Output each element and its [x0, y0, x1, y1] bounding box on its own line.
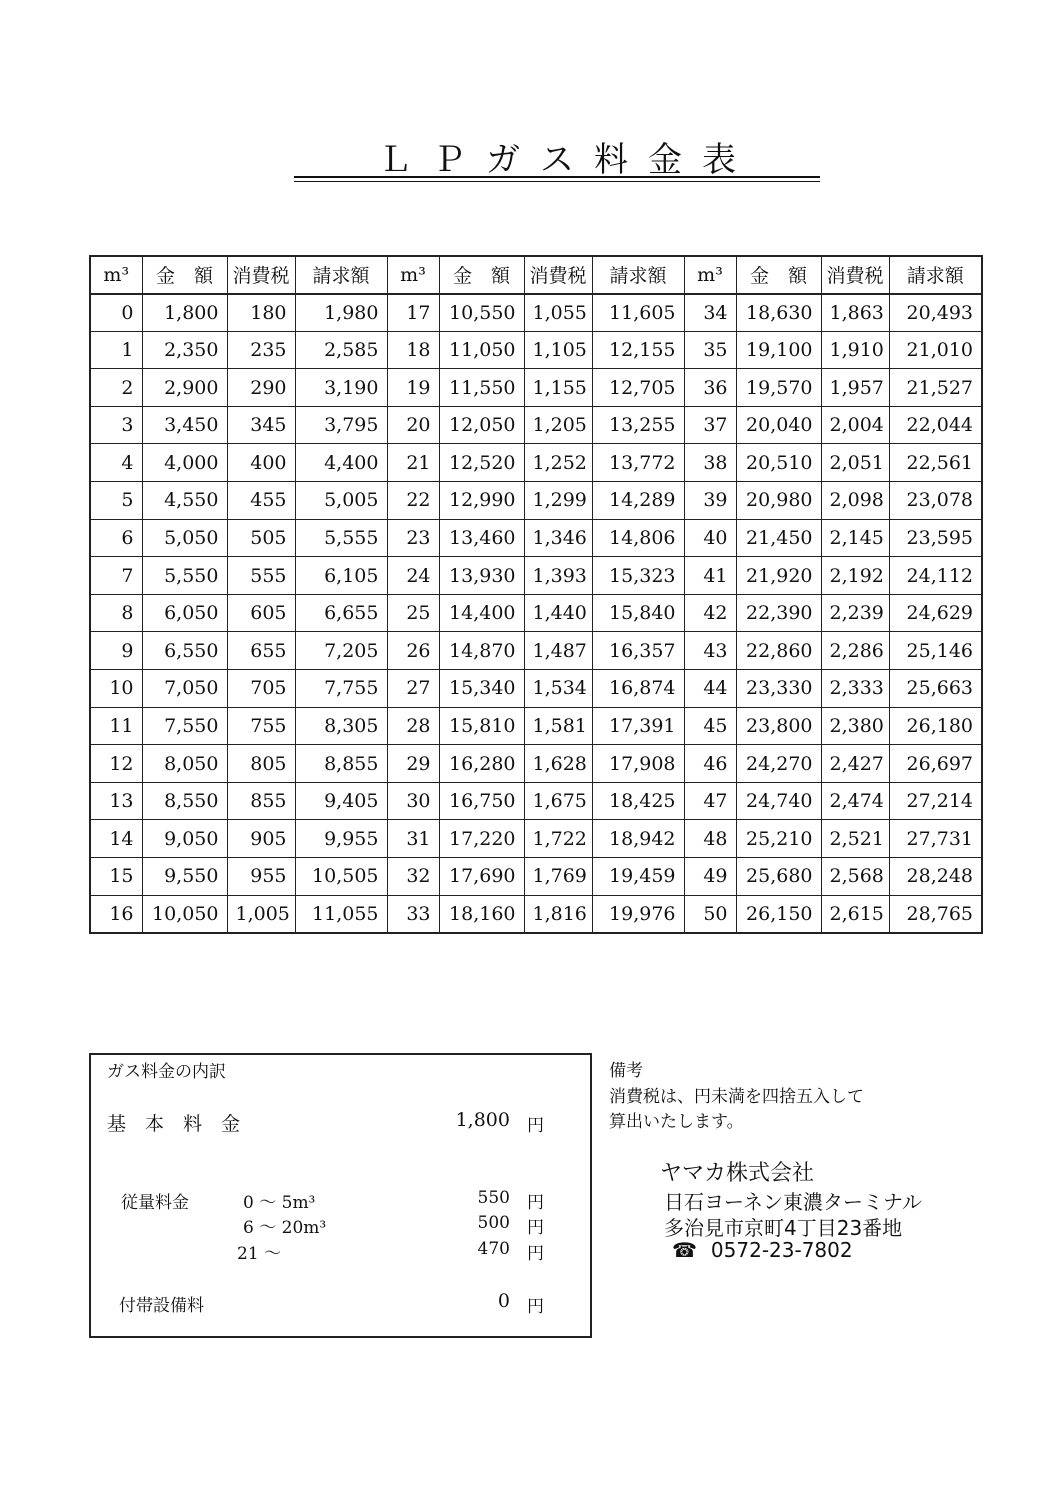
cell-tax: 1,105 — [524, 331, 592, 369]
cell-tax: 605 — [227, 594, 295, 632]
cell-m3: 38 — [684, 444, 736, 482]
yen-unit: 円 — [527, 1244, 544, 1264]
cell-m3: 29 — [387, 745, 439, 783]
equipment-charge-label: 付帯設備料 — [119, 1296, 204, 1316]
header-m3: m³ — [90, 256, 142, 294]
cell-m3: 41 — [684, 557, 736, 595]
cell-m3: 37 — [684, 406, 736, 444]
notes-heading: 備考 — [609, 1061, 643, 1081]
cell-tax: 1,534 — [524, 670, 592, 708]
cell-amount: 20,510 — [736, 444, 821, 482]
cell-tax: 705 — [227, 670, 295, 708]
header-billing: 請求額 — [592, 256, 684, 294]
cell-tax: 1,393 — [524, 557, 592, 595]
cell-tax: 1,675 — [524, 782, 592, 820]
tier-amount: 500 — [477, 1213, 510, 1233]
cell-tax: 345 — [227, 406, 295, 444]
cell-tax: 505 — [227, 519, 295, 557]
cell-billing: 5,005 — [295, 482, 387, 520]
notes-line: 消費税は、円未満を四捨五入して — [609, 1087, 864, 1107]
cell-amount: 23,330 — [736, 670, 821, 708]
cell-tax: 455 — [227, 482, 295, 520]
cell-tax: 2,239 — [821, 594, 889, 632]
cell-billing: 25,663 — [889, 670, 982, 708]
cell-tax: 1,205 — [524, 406, 592, 444]
cell-tax: 1,055 — [524, 294, 592, 332]
cell-amount: 10,550 — [439, 294, 524, 332]
header-billing: 請求額 — [295, 256, 387, 294]
cell-tax: 2,615 — [821, 895, 889, 933]
cell-m3: 11 — [90, 707, 142, 745]
table-row — [90, 519, 982, 557]
cell-amount: 4,550 — [142, 482, 227, 520]
cell-tax: 1,005 — [227, 895, 295, 933]
table-body — [90, 294, 982, 933]
cell-billing: 24,112 — [889, 557, 982, 595]
cell-billing: 19,459 — [592, 858, 684, 896]
cell-tax: 1,863 — [821, 294, 889, 332]
cell-billing: 24,629 — [889, 594, 982, 632]
cell-m3: 32 — [387, 858, 439, 896]
cell-amount: 5,550 — [142, 557, 227, 595]
cell-m3: 4 — [90, 444, 142, 482]
cell-tax: 1,628 — [524, 745, 592, 783]
cell-tax: 2,380 — [821, 707, 889, 745]
cell-m3: 33 — [387, 895, 439, 933]
cell-amount: 24,740 — [736, 782, 821, 820]
cell-tax: 1,910 — [821, 331, 889, 369]
cell-tax: 1,487 — [524, 632, 592, 670]
cell-m3: 50 — [684, 895, 736, 933]
cell-billing: 15,840 — [592, 594, 684, 632]
cell-billing: 12,705 — [592, 369, 684, 407]
cell-m3: 15 — [90, 858, 142, 896]
yen-unit: 円 — [527, 1116, 544, 1136]
cell-billing: 12,155 — [592, 331, 684, 369]
cell-m3: 10 — [90, 670, 142, 708]
page-title: ＬＰガス料金表 — [378, 140, 756, 180]
notes-line: 算出いたします。 — [609, 1112, 744, 1132]
cell-m3: 45 — [684, 707, 736, 745]
header-tax: 消費税 — [227, 256, 295, 294]
cell-tax: 1,155 — [524, 369, 592, 407]
cell-m3: 40 — [684, 519, 736, 557]
cell-billing: 13,255 — [592, 406, 684, 444]
cell-amount: 26,150 — [736, 895, 821, 933]
cell-billing: 6,655 — [295, 594, 387, 632]
cell-tax: 1,816 — [524, 895, 592, 933]
cell-amount: 5,050 — [142, 519, 227, 557]
header-tax: 消費税 — [821, 256, 889, 294]
cell-tax: 955 — [227, 858, 295, 896]
cell-amount: 3,450 — [142, 406, 227, 444]
cell-m3: 49 — [684, 858, 736, 896]
cell-tax: 805 — [227, 745, 295, 783]
cell-tax: 2,192 — [821, 557, 889, 595]
cell-billing: 4,400 — [295, 444, 387, 482]
cell-amount: 22,390 — [736, 594, 821, 632]
company-branch: 日石ヨーネン東濃ターミナル — [664, 1190, 922, 1214]
title-underline — [294, 176, 820, 182]
cell-amount: 4,000 — [142, 444, 227, 482]
cell-amount: 12,050 — [439, 406, 524, 444]
tier-amount: 550 — [477, 1188, 510, 1208]
cell-amount: 8,050 — [142, 745, 227, 783]
cell-amount: 12,990 — [439, 482, 524, 520]
cell-tax: 290 — [227, 369, 295, 407]
cell-billing: 14,289 — [592, 482, 684, 520]
cell-billing: 16,357 — [592, 632, 684, 670]
tier-range: 21 ～ — [237, 1244, 282, 1264]
cell-m3: 3 — [90, 406, 142, 444]
yen-unit: 円 — [527, 1218, 544, 1238]
cell-tax: 1,440 — [524, 594, 592, 632]
cell-billing: 20,493 — [889, 294, 982, 332]
cell-amount: 21,920 — [736, 557, 821, 595]
table-row — [90, 594, 982, 632]
cell-m3: 46 — [684, 745, 736, 783]
cell-m3: 14 — [90, 820, 142, 858]
cell-billing: 21,010 — [889, 331, 982, 369]
cell-amount: 20,040 — [736, 406, 821, 444]
usage-charge-label: 従量料金 — [121, 1193, 189, 1213]
cell-amount: 13,930 — [439, 557, 524, 595]
header-m3: m³ — [387, 256, 439, 294]
cell-tax: 755 — [227, 707, 295, 745]
cell-m3: 17 — [387, 294, 439, 332]
cell-m3: 7 — [90, 557, 142, 595]
cell-billing: 25,146 — [889, 632, 982, 670]
cell-m3: 1 — [90, 331, 142, 369]
company-phone: 0572-23-7802 — [710, 1238, 853, 1262]
gas-rate-table — [89, 255, 983, 934]
cell-m3: 2 — [90, 369, 142, 407]
charge-breakdown-box — [89, 1053, 592, 1338]
cell-tax: 1,252 — [524, 444, 592, 482]
cell-tax: 1,957 — [821, 369, 889, 407]
cell-amount: 1,800 — [142, 294, 227, 332]
cell-amount: 21,450 — [736, 519, 821, 557]
table-row — [90, 444, 982, 482]
cell-amount: 11,550 — [439, 369, 524, 407]
cell-tax: 2,521 — [821, 820, 889, 858]
table-row — [90, 482, 982, 520]
cell-tax: 1,299 — [524, 482, 592, 520]
basic-charge-label: 基 本 料 金 — [107, 1113, 241, 1135]
cell-amount: 15,810 — [439, 707, 524, 745]
yen-unit: 円 — [527, 1297, 544, 1317]
cell-tax: 855 — [227, 782, 295, 820]
cell-amount: 2,900 — [142, 369, 227, 407]
cell-billing: 18,425 — [592, 782, 684, 820]
cell-tax: 2,474 — [821, 782, 889, 820]
cell-billing: 11,605 — [592, 294, 684, 332]
cell-amount: 10,050 — [142, 895, 227, 933]
cell-m3: 5 — [90, 482, 142, 520]
cell-m3: 26 — [387, 632, 439, 670]
table-row — [90, 331, 982, 369]
cell-billing: 28,765 — [889, 895, 982, 933]
table-row — [90, 895, 982, 933]
table-row — [90, 858, 982, 896]
cell-m3: 22 — [387, 482, 439, 520]
cell-amount: 14,870 — [439, 632, 524, 670]
cell-m3: 20 — [387, 406, 439, 444]
cell-m3: 48 — [684, 820, 736, 858]
yen-unit: 円 — [527, 1193, 544, 1213]
header-amount: 金 額 — [439, 256, 524, 294]
cell-m3: 42 — [684, 594, 736, 632]
cell-tax: 180 — [227, 294, 295, 332]
cell-m3: 30 — [387, 782, 439, 820]
table-row — [90, 745, 982, 783]
cell-billing: 16,874 — [592, 670, 684, 708]
cell-amount: 22,860 — [736, 632, 821, 670]
cell-amount: 6,550 — [142, 632, 227, 670]
cell-amount: 15,340 — [439, 670, 524, 708]
cell-m3: 25 — [387, 594, 439, 632]
cell-billing: 9,955 — [295, 820, 387, 858]
cell-m3: 12 — [90, 745, 142, 783]
cell-billing: 11,055 — [295, 895, 387, 933]
cell-m3: 16 — [90, 895, 142, 933]
company-name: ヤマカ株式会社 — [660, 1161, 815, 1186]
cell-tax: 555 — [227, 557, 295, 595]
cell-billing: 3,795 — [295, 406, 387, 444]
cell-m3: 18 — [387, 331, 439, 369]
cell-tax: 655 — [227, 632, 295, 670]
cell-billing: 6,105 — [295, 557, 387, 595]
cell-billing: 7,205 — [295, 632, 387, 670]
cell-billing: 26,697 — [889, 745, 982, 783]
cell-billing: 23,078 — [889, 482, 982, 520]
tier-range: 0 ～ 5m³ — [243, 1193, 316, 1213]
cell-billing: 2,585 — [295, 331, 387, 369]
cell-tax: 2,145 — [821, 519, 889, 557]
table-row — [90, 632, 982, 670]
cell-tax: 400 — [227, 444, 295, 482]
cell-amount: 16,280 — [439, 745, 524, 783]
cell-billing: 3,190 — [295, 369, 387, 407]
cell-billing: 18,942 — [592, 820, 684, 858]
cell-billing: 13,772 — [592, 444, 684, 482]
cell-amount: 18,630 — [736, 294, 821, 332]
cell-amount: 17,220 — [439, 820, 524, 858]
tier-amount: 470 — [477, 1239, 510, 1259]
cell-billing: 15,323 — [592, 557, 684, 595]
cell-billing: 1,980 — [295, 294, 387, 332]
cell-billing: 21,527 — [889, 369, 982, 407]
cell-tax: 2,098 — [821, 482, 889, 520]
cell-m3: 28 — [387, 707, 439, 745]
tier-range: 6 ～ 20m³ — [243, 1218, 327, 1238]
cell-amount: 6,050 — [142, 594, 227, 632]
cell-billing: 28,248 — [889, 858, 982, 896]
cell-billing: 27,214 — [889, 782, 982, 820]
table-row — [90, 820, 982, 858]
cell-amount: 14,400 — [439, 594, 524, 632]
cell-m3: 6 — [90, 519, 142, 557]
table-row — [90, 707, 982, 745]
cell-m3: 13 — [90, 782, 142, 820]
cell-m3: 36 — [684, 369, 736, 407]
cell-tax: 1,346 — [524, 519, 592, 557]
cell-tax: 235 — [227, 331, 295, 369]
cell-m3: 47 — [684, 782, 736, 820]
company-phone-row — [672, 1238, 853, 1262]
cell-amount: 11,050 — [439, 331, 524, 369]
cell-billing: 7,755 — [295, 670, 387, 708]
cell-amount: 7,050 — [142, 670, 227, 708]
cell-m3: 44 — [684, 670, 736, 708]
cell-amount: 8,550 — [142, 782, 227, 820]
table-row — [90, 557, 982, 595]
equipment-charge-amount: 0 — [497, 1290, 510, 1312]
cell-amount: 2,350 — [142, 331, 227, 369]
table-row — [90, 369, 982, 407]
cell-tax: 1,722 — [524, 820, 592, 858]
cell-tax: 2,286 — [821, 632, 889, 670]
cell-billing: 8,305 — [295, 707, 387, 745]
cell-tax: 2,333 — [821, 670, 889, 708]
cell-amount: 9,550 — [142, 858, 227, 896]
header-amount: 金 額 — [736, 256, 821, 294]
cell-amount: 13,460 — [439, 519, 524, 557]
cell-amount: 19,570 — [736, 369, 821, 407]
cell-amount: 7,550 — [142, 707, 227, 745]
cell-amount: 20,980 — [736, 482, 821, 520]
cell-billing: 8,855 — [295, 745, 387, 783]
cell-amount: 9,050 — [142, 820, 227, 858]
cell-billing: 22,044 — [889, 406, 982, 444]
cell-billing: 10,505 — [295, 858, 387, 896]
table-row — [90, 782, 982, 820]
header-amount: 金 額 — [142, 256, 227, 294]
telephone-icon: ☎ — [672, 1238, 697, 1262]
cell-m3: 31 — [387, 820, 439, 858]
cell-billing: 19,976 — [592, 895, 684, 933]
cell-m3: 27 — [387, 670, 439, 708]
cell-m3: 43 — [684, 632, 736, 670]
cell-billing: 5,555 — [295, 519, 387, 557]
cell-billing: 23,595 — [889, 519, 982, 557]
cell-m3: 35 — [684, 331, 736, 369]
cell-billing: 9,405 — [295, 782, 387, 820]
cell-m3: 19 — [387, 369, 439, 407]
cell-tax: 2,568 — [821, 858, 889, 896]
cell-m3: 8 — [90, 594, 142, 632]
table-header-row — [90, 256, 982, 294]
cell-m3: 39 — [684, 482, 736, 520]
table-row — [90, 670, 982, 708]
cell-m3: 24 — [387, 557, 439, 595]
cell-tax: 2,004 — [821, 406, 889, 444]
header-tax: 消費税 — [524, 256, 592, 294]
cell-billing: 14,806 — [592, 519, 684, 557]
cell-amount: 18,160 — [439, 895, 524, 933]
table-row — [90, 406, 982, 444]
cell-amount: 24,270 — [736, 745, 821, 783]
cell-tax: 2,051 — [821, 444, 889, 482]
cell-billing: 27,731 — [889, 820, 982, 858]
cell-amount: 25,680 — [736, 858, 821, 896]
cell-billing: 17,908 — [592, 745, 684, 783]
cell-billing: 26,180 — [889, 707, 982, 745]
company-address: 多治見市京町4丁目23番地 — [664, 1216, 903, 1240]
breakdown-heading: ガス料金の内訳 — [107, 1062, 226, 1082]
cell-amount: 19,100 — [736, 331, 821, 369]
basic-charge-amount: 1,800 — [455, 1109, 510, 1131]
cell-m3: 23 — [387, 519, 439, 557]
cell-m3: 0 — [90, 294, 142, 332]
cell-amount: 25,210 — [736, 820, 821, 858]
cell-m3: 21 — [387, 444, 439, 482]
header-billing: 請求額 — [889, 256, 982, 294]
cell-amount: 17,690 — [439, 858, 524, 896]
cell-m3: 9 — [90, 632, 142, 670]
cell-tax: 1,769 — [524, 858, 592, 896]
cell-m3: 34 — [684, 294, 736, 332]
header-m3: m³ — [684, 256, 736, 294]
cell-tax: 2,427 — [821, 745, 889, 783]
cell-tax: 905 — [227, 820, 295, 858]
cell-billing: 22,561 — [889, 444, 982, 482]
cell-billing: 17,391 — [592, 707, 684, 745]
cell-amount: 12,520 — [439, 444, 524, 482]
table-row — [90, 294, 982, 332]
cell-tax: 1,581 — [524, 707, 592, 745]
cell-amount: 16,750 — [439, 782, 524, 820]
cell-amount: 23,800 — [736, 707, 821, 745]
